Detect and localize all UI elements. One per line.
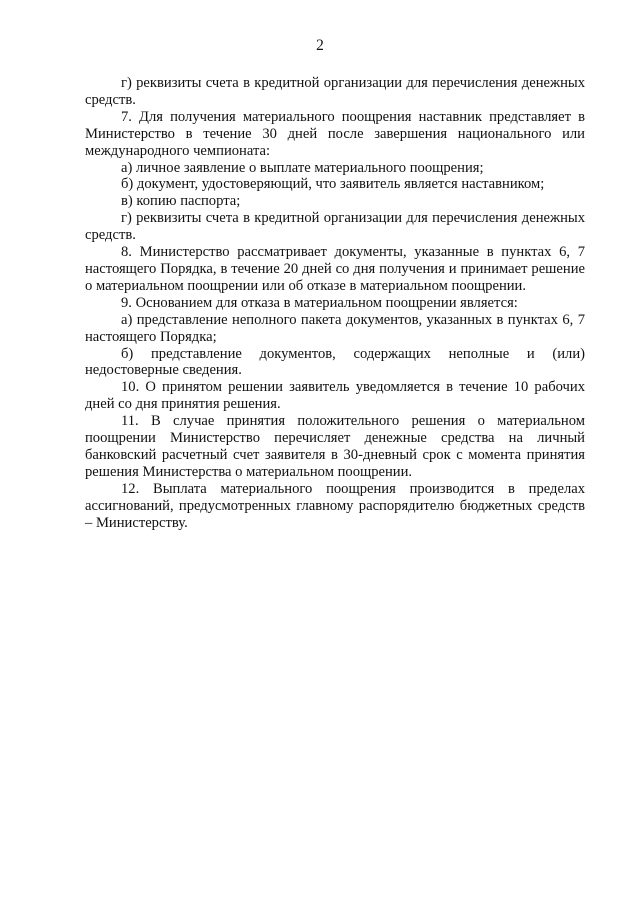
paragraph-item-g-bank-details-2: г) реквизиты счета в кредитной организации для перечисления денежных средств. <box>85 210 585 244</box>
paragraph-7-mentor-submission: 7. Для получения материального поощрения наставник представляет в Министерство в течение 30 дней после завершения национального или международного чемпионата: <box>85 108 585 159</box>
paragraph-item-g-bank-details: г) реквизиты счета в кредитной организации для перечисления денежных средств. <box>85 75 585 108</box>
document-body <box>85 75 585 531</box>
page-number: 2 <box>316 37 324 54</box>
paragraph-11-payment-transfer: 11. В случае принятия положительного решения о материальном поощрении Министерство перечисляет денежные средства на личный банковский расчетный счет заявителя в 30-дневный срок с момента принятия решения Министерства о материальном поощрении. <box>85 413 585 480</box>
paragraph-item-v-passport-copy: в) копию паспорта; <box>121 193 241 210</box>
paragraph-item-b-mentor-document: б) документ, удостоверяющий, что заявитель является наставником; <box>121 176 545 193</box>
paragraph-item-a-incomplete-package: а) представление неполного пакета документов, указанных в пунктах 6, 7 настоящего Порядка; <box>85 311 585 345</box>
paragraph-12-funding-limits: 12. Выплата материального поощрения производится в пределах ассигнований, предусмотренных главному распорядителю бюджетных средств – Министерству. <box>85 480 585 531</box>
paragraph-8-review: 8. Министерство рассматривает документы, указанные в пунктах 6, 7 настоящего Порядка, в течение 20 дней со дня получения и принимает решение о материальном поощрении или об отказе в материальном поощрении. <box>85 244 585 294</box>
paragraph-item-a-application: а) личное заявление о выплате материального поощрения; <box>121 159 484 176</box>
paragraph-9-refusal-grounds: 9. Основанием для отказа в материальном поощрении является: <box>121 294 518 311</box>
paragraph-item-b-inaccurate-info: б) представление документов, содержащих неполные и (или) недостоверные сведения. <box>85 345 585 379</box>
paragraph-10-notification: 10. О принятом решении заявитель уведомляется в течение 10 рабочих дней со дня принятия решения. <box>85 379 585 413</box>
